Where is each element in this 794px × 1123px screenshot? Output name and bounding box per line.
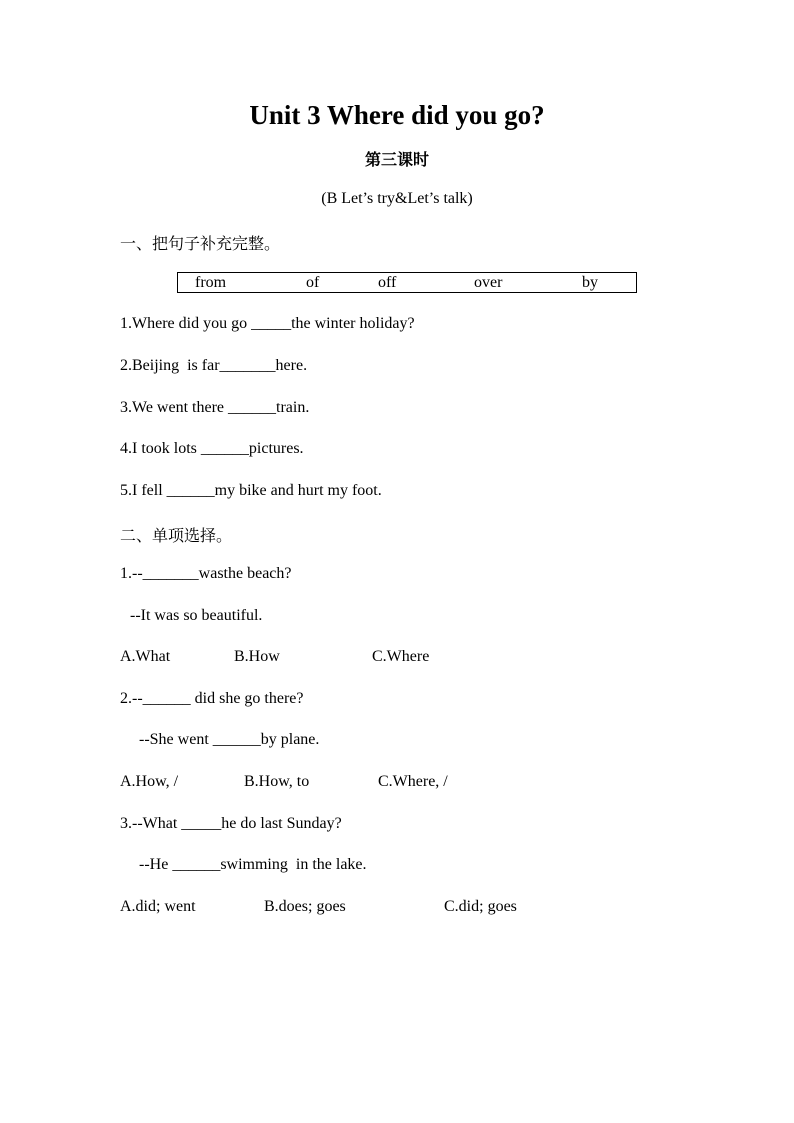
fill-blank-item: 3.We went there ______train. — [120, 399, 310, 416]
word-bank-item: of — [306, 274, 320, 291]
option-a: A.What — [120, 648, 171, 665]
word-bank-box — [177, 272, 637, 293]
lesson-topic: (B Let’s try&Let’s talk) — [321, 190, 473, 207]
section2-heading: 二、单项选择。 — [120, 528, 233, 545]
fill-blank-item: 5.I fell ______my bike and hurt my foot. — [120, 482, 382, 499]
lesson-number: 第三课时 — [364, 152, 429, 169]
option-c: C.Where, / — [378, 773, 448, 790]
word-bank-item: off — [378, 274, 397, 291]
worksheet-title: Unit 3 Where did you go? — [249, 100, 545, 130]
choice-question: 3.--What _____he do last Sunday? — [120, 815, 342, 832]
option-b: B.How — [234, 648, 280, 665]
option-b: B.How, to — [244, 773, 310, 790]
section1-heading: 一、把句子补充完整。 — [120, 236, 281, 253]
word-bank-item: from — [195, 274, 227, 291]
word-bank-item: over — [474, 274, 503, 291]
fill-blank-item: 4.I took lots ______pictures. — [120, 440, 304, 457]
word-bank-item: by — [582, 274, 598, 291]
option-a: A.did; went — [120, 898, 196, 915]
option-a: A.How, / — [120, 773, 179, 790]
choice-question: 2.--______ did she go there? — [120, 690, 304, 707]
choice-question: 1.--_______wasthe beach? — [120, 565, 292, 582]
option-b: B.does; goes — [264, 898, 346, 915]
choice-answer-line: --He ______swimming in the lake. — [139, 856, 367, 873]
option-c: C.Where — [372, 648, 430, 665]
fill-blank-item: 1.Where did you go _____the winter holiday? — [120, 315, 415, 332]
option-c: C.did; goes — [444, 898, 517, 915]
choice-answer-line: --It was so beautiful. — [130, 607, 263, 624]
choice-answer-line: --She went ______by plane. — [139, 731, 320, 748]
fill-blank-item: 2.Beijing is far_______here. — [120, 357, 308, 374]
